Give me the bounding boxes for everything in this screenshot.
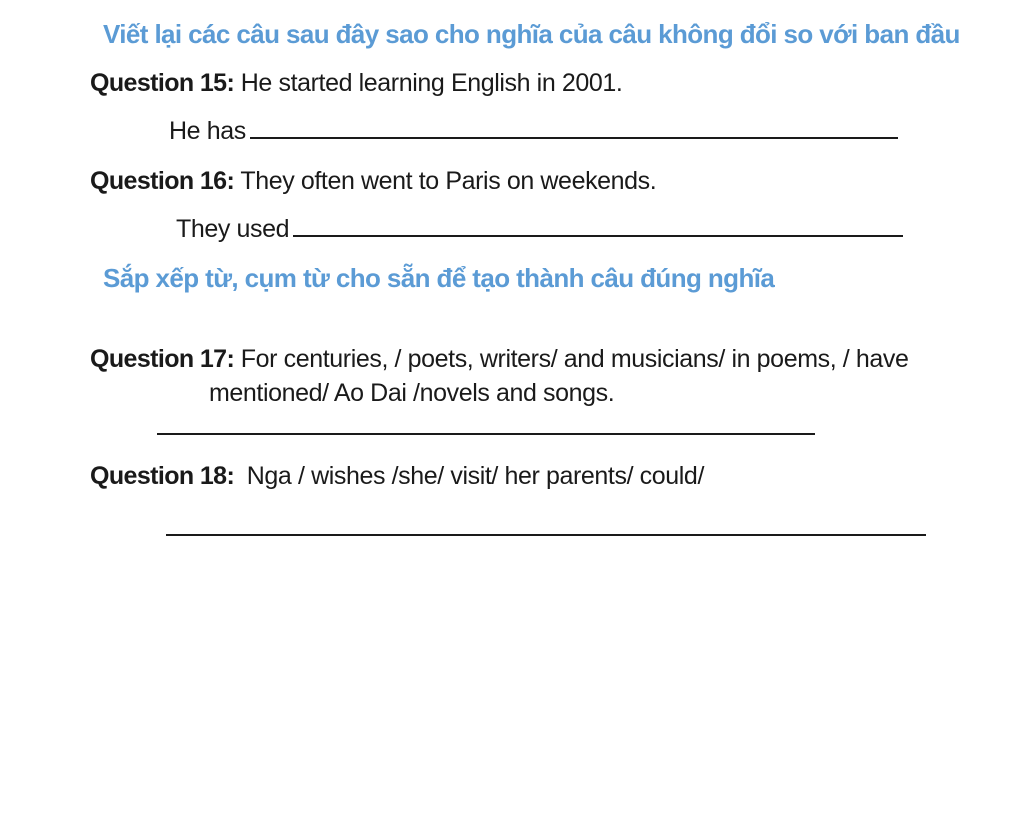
- question-15: [90, 69, 622, 98]
- question-17: [90, 345, 909, 374]
- question-15-prompt: He has: [169, 117, 246, 145]
- question-17-text-line1: For centuries, / poets, writers/ and musicians/ in poems, / have: [240, 345, 909, 373]
- question-17-text-line2: mentioned/ Ao Dai /novels and songs.: [209, 379, 615, 407]
- question-16-answer: [176, 215, 903, 244]
- question-15-text: He started learning English in 2001.: [240, 69, 623, 97]
- question-17-answer-line[interactable]: [157, 433, 815, 435]
- section-heading-arrange: Sắp xếp từ, cụm từ cho sẵn để tạo thành câu đúng nghĩa: [103, 263, 775, 293]
- question-17-label: Question 17:: [90, 345, 235, 373]
- question-15-answer: [169, 117, 898, 146]
- question-16-text: They often went to Paris on weekends.: [240, 167, 657, 195]
- question-18: [90, 462, 704, 491]
- section-heading-rewrite: Viết lại các câu sau đây sao cho nghĩa của câu không đổi so với ban đầu: [103, 19, 960, 49]
- question-17-continuation: [209, 379, 614, 408]
- question-18-text: Nga / wishes /she/ visit/ her parents/ could/: [246, 462, 704, 490]
- question-18-answer-line[interactable]: [166, 534, 926, 536]
- question-15-answer-blank[interactable]: [250, 117, 898, 139]
- question-16-answer-blank[interactable]: [293, 215, 903, 237]
- question-16-prompt: They used: [176, 215, 290, 243]
- question-16: [90, 167, 656, 196]
- question-18-label: Question 18:: [90, 462, 235, 490]
- question-16-label: Question 16:: [90, 167, 235, 195]
- question-15-label: Question 15:: [90, 69, 235, 97]
